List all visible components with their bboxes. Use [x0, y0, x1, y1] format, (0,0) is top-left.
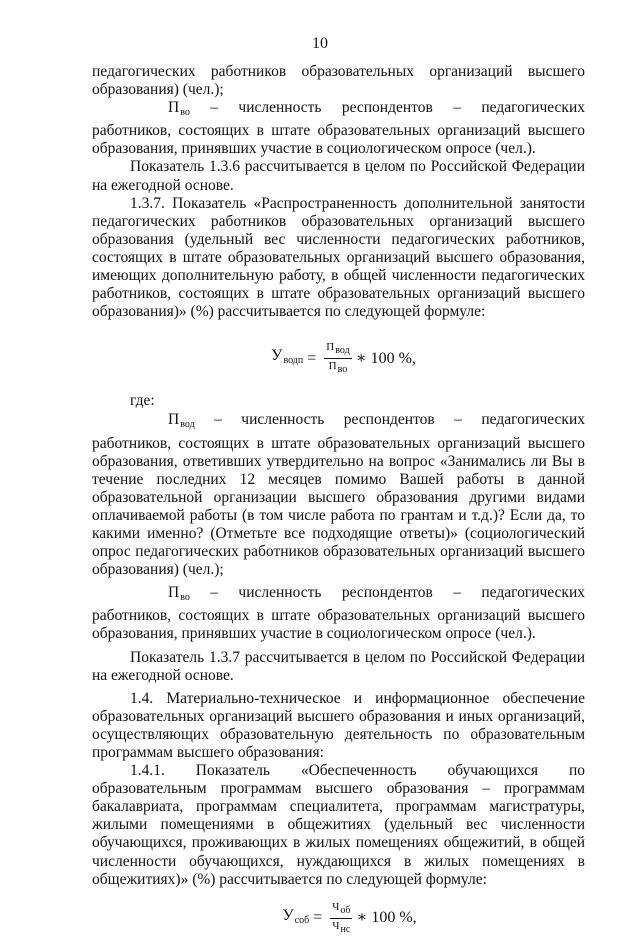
formula-fraction: [330, 901, 352, 936]
symbol: $П_{во}$: [168, 99, 190, 119]
paragraph-indicator-1-4-1: 1.4.1. Показатель «Обеспеченность обучающихся по образовательным программам высшего образования – программам бакалавриата, программам специалитета, программам магистратуры, жилыми помещениями в общежитиях (удельный вес численности обучающихся, проживающих в жилых помещениях общежитий, в общей численности обучающихся, нуждающихся в жилых помещениях в общежитиях)» (%) рассчитывается по следующей формуле:: [92, 762, 585, 888]
paragraph-indicator-1-3-6: Показатель 1.3.6 рассчитывается в целом по Российской Федерации на ежегодной основе.: [92, 158, 585, 194]
fraction-numerator: Чоб: [330, 901, 352, 919]
formula-equals: =: [313, 909, 323, 927]
fraction-denominator: Чнс: [332, 919, 351, 935]
symbol: $П_{вод}$: [168, 411, 195, 431]
paragraph-definition-pvod: $П_{вод}$ – численность респондентов – педагогических работников, состоящих в штате образовательных организаций высшего образования, ответивших утвердительно на вопрос «Занимались ли Вы в течение последних 12 месяцев помимо Вашей работы в данной образовательной организации высшего образования другими видами оплачиваемой работы (в том числе работа по грантам и т.д.)? Если да, то какими именно? (Отметьте все подходящие ответы)» (социологический опрос педагогических работников образовательных организаций высшего образования) (чел.);: [92, 411, 585, 579]
paragraph-1: педагогических работников образовательных организаций высшего образования) (чел.);: [92, 63, 585, 99]
formula-usob: [92, 901, 585, 936]
paragraph-section-1-4: 1.4. Материально-техническое и информационное обеспечение образовательных организаций высшего образования и иных организаций, осуществляющих образовательную деятельность по образовательным программам высшего образования:: [92, 689, 585, 761]
formula-lhs: $У_{водп}$: [271, 347, 304, 367]
paragraph-indicator-1-3-7: 1.3.7. Показатель «Распространенность дополнительной занятости педагогических работников образовательных организаций высшего образования (удельный вес численности педагогических работников, состоящих в штате образовательных организаций высшего образования, имеющих дополнительную работу, в общей численности педагогических работников, состоящих в штате образовательных организаций высшего образования)» (%) рассчитывается по следующей формуле:: [92, 194, 585, 321]
formula-lhs: $У_{соб}$: [282, 906, 310, 926]
formula-uvodp: [92, 341, 585, 376]
fraction-numerator: Пвод: [324, 341, 351, 359]
symbol: $П_{во}$: [168, 584, 190, 604]
page-number: 10: [312, 35, 328, 52]
document-body: [92, 63, 585, 936]
where-label: где:: [130, 392, 155, 410]
paragraph-indicator-1-3-7-frequency: Показатель 1.3.7 рассчитывается в целом по Российской Федерации на ежегодной основе.: [92, 648, 585, 684]
formula-equals: =: [307, 349, 317, 367]
formula-rhs: ∗ 100 %,: [356, 909, 417, 927]
formula-rhs: ∗ 100 %,: [355, 349, 416, 367]
formula-fraction: [324, 341, 351, 376]
fraction-denominator: Пво: [328, 360, 348, 376]
paragraph-definition-pvo-2: $П_{во}$ – численность респондентов – педагогических работников, состоящих в штате образовательных организаций высшего образования, принявших участие в социологическом опросе (чел.).: [92, 584, 585, 643]
paragraph-definition-pvo: $П_{во}$ – численность респондентов – педагогических работников, состоящих в штате образовательных организаций высшего образования, принявших участие в социологическом опросе (чел.).: [92, 99, 585, 158]
